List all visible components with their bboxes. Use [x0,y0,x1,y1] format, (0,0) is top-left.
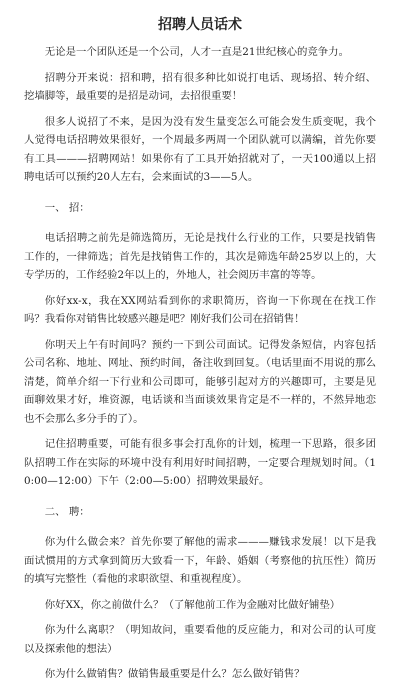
intro-paragraph-2: 招聘分开来说：招和聘，招有很多种比如说打电话、现场招、转介绍、挖墙脚等，最重要的是招是动词，去招很重要！ [24,71,376,102]
hire-paragraph-4: 你为什么做销售？做销售最重要是什么？怎么做好销售？ [44,668,305,680]
recruit-paragraph-4: 记住招聘重要，可能有很多事会打乱你的计划，梳理一下思路，很多团队招聘工作在实际的环境中没有利用好时间招聘，一定要合理规划时间。（10:00—12:00）下午（2:00—5:00）招聘效果最好。 [24,438,376,487]
section-heading-recruit: 一、 招： [44,201,90,214]
intro-paragraph-1: 无论是一个团队还是一个公司，人才一直是21世纪核心的竞争力。 [44,46,349,58]
recruit-paragraph-3: 你明天上午有时间吗？预约一下到公司面试。记得发条短信，内容包括公司名称、地址、网址、预约时间，备注收到回复。（电话里面不用说的那么清楚，简单介绍一下行业和公司即可，能够引起对方的兴趣即可，主要是见面聊效果才好，堆资源，电话谈和当面谈效果肯定是不一样的，不然异地恋也不会那么多分手的了）。 [24,338,376,425]
document-title: 招聘人员话术 [158,17,242,33]
hire-paragraph-3: 你为什么离职？（明知故问，重要看他的反应能力，和对公司的认可度以及探索他的想法） [24,624,376,655]
recruit-paragraph-1: 电话招聘之前先是筛选简历，无论是找什么行业的工作，只要是找销售工作的，一律筛选；首先是找销售工作的，其次是筛选年龄25岁以上的，大专学历的，工作经验2年以上的，外地人，社会阅历丰富的等等。 [24,232,376,281]
recruit-paragraph-2: 你好xx-x，我在XX网站看到你的求职简历，咨询一下你现在在找工作吗？我看你对销售比较感兴趣是吧？刚好我们公司在招销售！ [24,294,376,325]
hire-paragraph-2: 你好XX，你之前做什么？（了解他前工作为金融对比做好铺垫） [44,598,341,611]
section-heading-hire: 二、 聘： [44,505,90,518]
hire-paragraph-1: 你为什么做会来？首先你要了解他的需求———赚钱求发展！以下是我面试惯用的方式拿到简历大致看一下，年龄、婚姻（考察他的抗压性）简历的填写完整性（看他的求职欲望、和重视程度）。 [24,536,376,585]
intro-paragraph-3: 很多人说招了不来，是因为没有发生量变怎么可能会发生质变呢，我个人觉得电话招聘效果很好，一个周最多两周一个团队就可以满编，首先你要有工具———招聘网站！如果你有了工具开始招就对了，一天100通以上招聘电话可以预约20人左右，会来面试的3——5人。 [24,115,376,183]
